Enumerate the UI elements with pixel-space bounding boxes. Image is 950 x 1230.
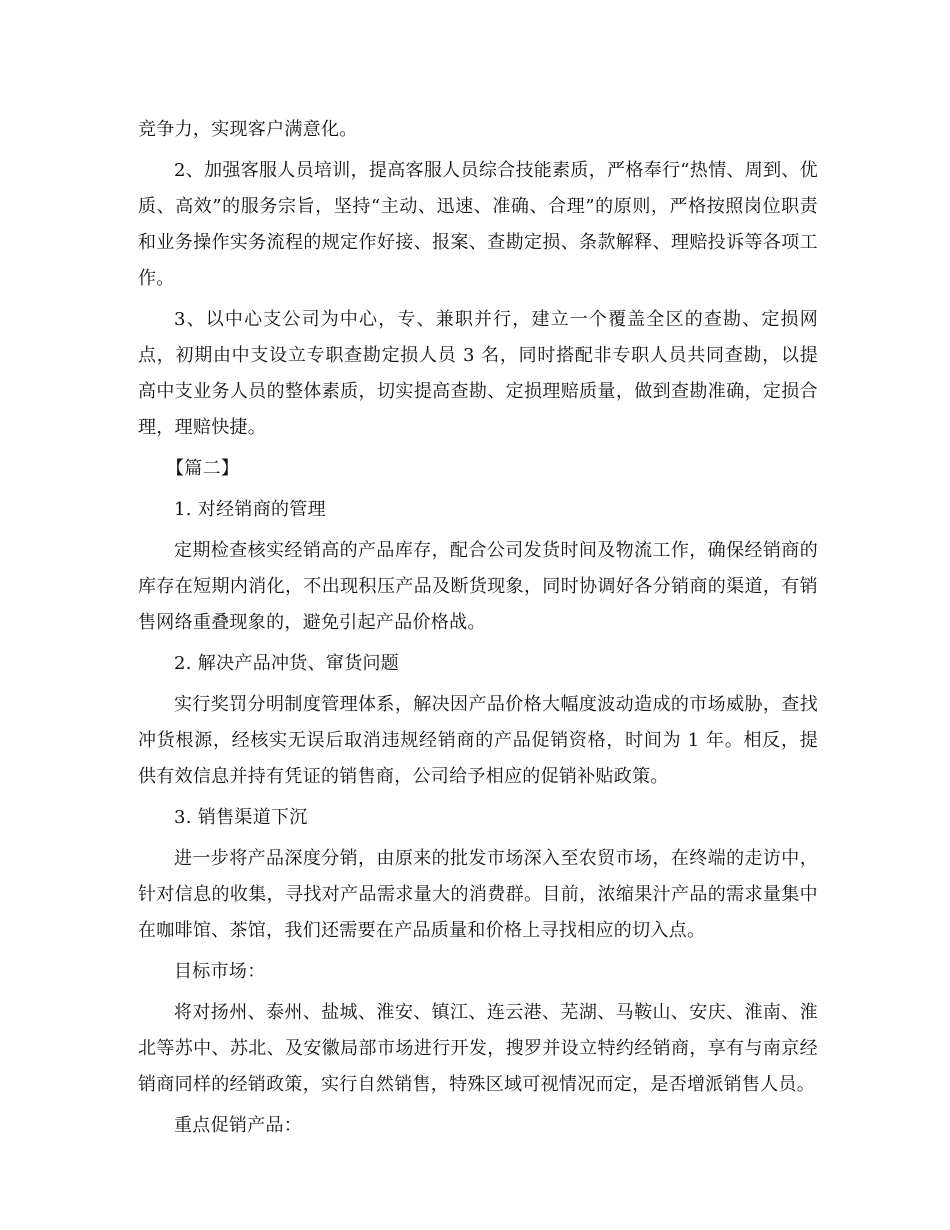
paragraph-channel-sinking: 进一步将产品深度分销，由原来的批发市场深入至农贸市场，在终端的走访中，针对信息的收集，寻找对产品需求量大的消费群。目前，浓缩果汁产品的需求量集中在咖啡馆、茶馆，我们还需要在产品质量和价格上寻找相应的切入点。 [138,848,818,941]
paragraph-cross-region-goods: 实行奖罚分明制度管理体系，解决因产品价格大幅度波动造成的市场威胁，查找冲货根源，经核实无误后取消违规经销商的产品促销资格，时间为 1 年。相反，提供有效信息并持有凭证的销售商，公司给予相应的促销补贴政策。 [138,694,818,787]
paragraph-dealer-management: 定期检查核实经销高的产品库存，配合公司发货时间及物流工作，确保经销商的库存在短期内消化，不出现积压产品及断货现象，同时协调好各分销商的渠道，有销售网络重叠现象的，避免引起产品价格战。 [138,540,818,633]
paragraph-target-market: 将对扬州、泰州、盐城、淮安、镇江、连云港、芜湖、马鞍山、安庆、淮南、淮北等苏中、苏北、及安徽局部市场进行开发，搜罗并设立特约经销商，享有与南京经销商同样的经销政策，实行自然销售，特殊区域可视情况而定，是否增派销售人员。 [138,1002,818,1095]
paragraph-customer-service-training: 2、加强客服人员培训，提高客服人员综合技能素质，严格奉行“热情、周到、优质、高效”的服务宗旨，坚持“主动、迅速、准确、合理”的原则，严格按照岗位职责和业务操作实务流程的规定作好接、报案、查勘定损、条款解释、理赔投诉等各项工作。 [138,160,818,289]
paragraph-continuation: 竞争力，实现客户满意化。 [138,119,358,140]
section-title-part-two: 【篇二】 [166,458,240,479]
heading-target-market: 目标市场： [174,961,266,982]
heading-dealer-management: 1. 对经销商的管理 [174,499,326,520]
heading-cross-region-goods: 2. 解决产品冲货、窜货问题 [174,653,400,674]
document-body [138,112,818,1149]
paragraph-survey-network: 3、以中心支公司为中心，专、兼职并行，建立一个覆盖全区的查勘、定损网点，初期由中支设立专职查勘定损人员 3 名，同时搭配非专职人员共同查勘，以提高中支业务人员的整体素质，切实提高查勘、定损理赔质量，做到查勘准确，定损合理，理赔快捷。 [138,309,818,438]
heading-key-promotion-products: 重点促销产品： [174,1115,303,1136]
heading-channel-sinking: 3. 销售渠道下沉 [174,807,308,828]
